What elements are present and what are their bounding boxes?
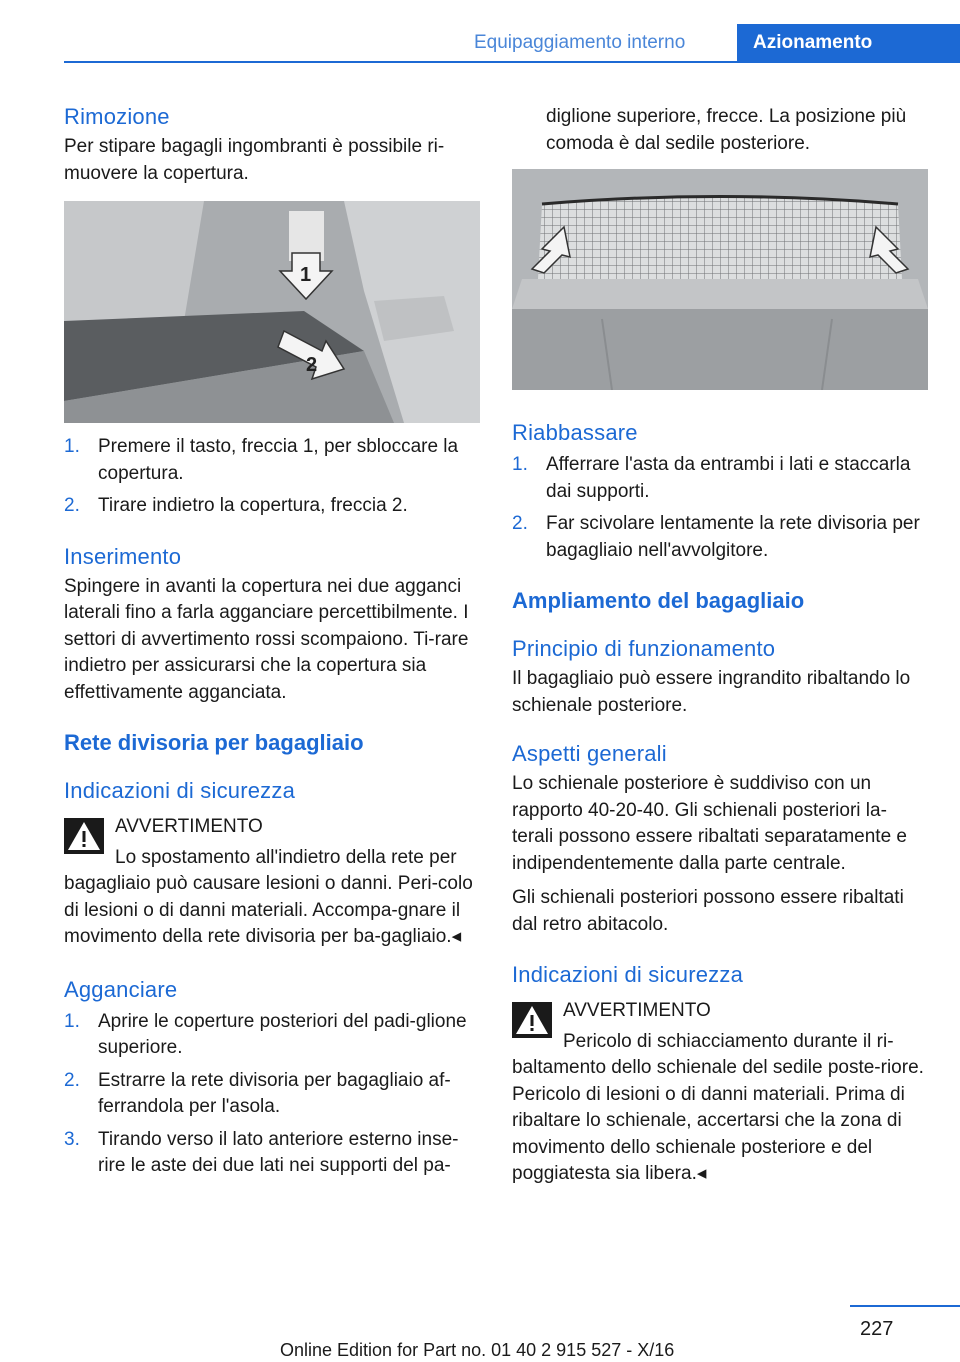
net-illustration (512, 169, 928, 390)
aspetti-heading: Aspetti generali (512, 741, 667, 766)
list-item: 3. Tirando verso il lato anteriore esterno inse-rire le aste dei due lati nei supporti del pa- (64, 1128, 459, 1176)
inserimento-text: Spingere in avanti la copertura nei due agganci laterali fino a farla agganciare percettibilmente. I settori di avvertimento rossi scompaiono. Ti-rare indietro per assicurarsi che la copertura sia effettivamente agganciata. (64, 575, 469, 703)
aspetti-text-1: Lo schienale posteriore è suddiviso con un rapporto 40-20-40. Gli schienali posteriori la-terali possono essere ribaltati separatamente e indipendentemente dalla parte centrale. (512, 773, 908, 874)
warning-block-right (512, 998, 928, 1188)
left-column (64, 104, 482, 187)
figure-label-1: 1 (300, 264, 312, 286)
aspetti-text-2: Gli schienali posteriori possono essere ribaltati dal retro abitacolo. (512, 887, 904, 935)
continuation-text: diglione superiore, frecce. La posizione più comoda è dal sedile posteriore. (546, 106, 907, 154)
cover-removal-figure (64, 201, 480, 423)
agganciare-heading: Agganciare (64, 976, 178, 1002)
sicurezza-heading-right: Indicazioni di sicurezza (512, 962, 744, 987)
rimozione-text: Per stipare bagagli ingombranti è possibile ri-muovere la copertura. (64, 136, 445, 184)
riabbassare-heading: Riabbassare (512, 420, 638, 445)
cover-removal-illustration (64, 201, 480, 423)
principio-heading: Principio di funzionamento (512, 636, 776, 661)
edition-note: Online Edition for Part no. 01 40 2 915 527 - X/16 (280, 1340, 675, 1360)
warning-block-left (64, 814, 482, 951)
warning-label-right: AVVERTIMENTO (563, 1000, 711, 1021)
right-column-body (512, 420, 928, 1188)
warning-text-left: Lo spostamento all'indietro della rete per bagagliaio può causare lesioni o danni. Peri-colo di lesioni o di danni materiali. Accompa-gnare il movimento della rete divisoria per ba-gagliaio.◂ (64, 846, 473, 947)
principio-text: Il bagagliaio può essere ingrandito ribaltando lo schienale posteriore. (512, 668, 911, 716)
list-item: 2. Far scivolare lentamente la rete divisoria per bagagliaio nell'avvolgitore. (512, 513, 920, 561)
list-item: 1. Afferrare l'asta da entrambi i lati e staccarla dai supporti. (512, 454, 911, 502)
right-column-top (512, 104, 928, 157)
ampliamento-heading: Ampliamento del bagagliaio (512, 588, 805, 613)
page-number: 227 (860, 1318, 894, 1340)
header-chapter-tab (737, 24, 960, 63)
list-item: 1. Aprire le coperture posteriori del padi-glione superiore. (64, 1010, 467, 1058)
rimozione-heading: Rimozione (64, 104, 170, 129)
warning-text-right: Pericolo di schiacciamento durante il ri-baltamento dello schienale del sedile poste-riore. Pericolo di lesioni o di danni materiali. Prima di ribaltare lo schienale, accertarsi che la zona di movimento dello schienale posteriore e del poggiatesta sia libera.◂ (512, 1030, 924, 1184)
figure-label-2: 2 (306, 354, 318, 376)
riabbassare-steps (512, 452, 928, 564)
rimozione-steps-block (64, 434, 482, 1180)
list-item: 2. Tirare indietro la copertura, freccia 2. (64, 495, 408, 516)
sicurezza-heading-left: Indicazioni di sicurezza (64, 778, 296, 803)
header-section: Equipaggiamento interno (474, 32, 686, 53)
warning-icon (512, 1002, 552, 1038)
net-figure (512, 169, 928, 390)
rete-heading: Rete divisoria per bagagliaio (64, 730, 364, 755)
header-rule (64, 61, 960, 63)
agganciare-steps (64, 1009, 482, 1180)
warning-icon (64, 818, 104, 854)
warning-label-left: AVVERTIMENTO (115, 816, 263, 837)
list-item: 2. Estrarre la rete divisoria per bagagliaio af-ferrandola per l'asola. (64, 1069, 451, 1117)
inserimento-heading: Inserimento (64, 543, 182, 569)
list-item: 1. Premere il tasto, freccia 1, per sbloccare la copertura. (64, 436, 459, 484)
rimozione-steps (64, 434, 482, 520)
footer-rule (850, 1305, 960, 1307)
header-chapter-label: Azionamento (753, 32, 873, 53)
